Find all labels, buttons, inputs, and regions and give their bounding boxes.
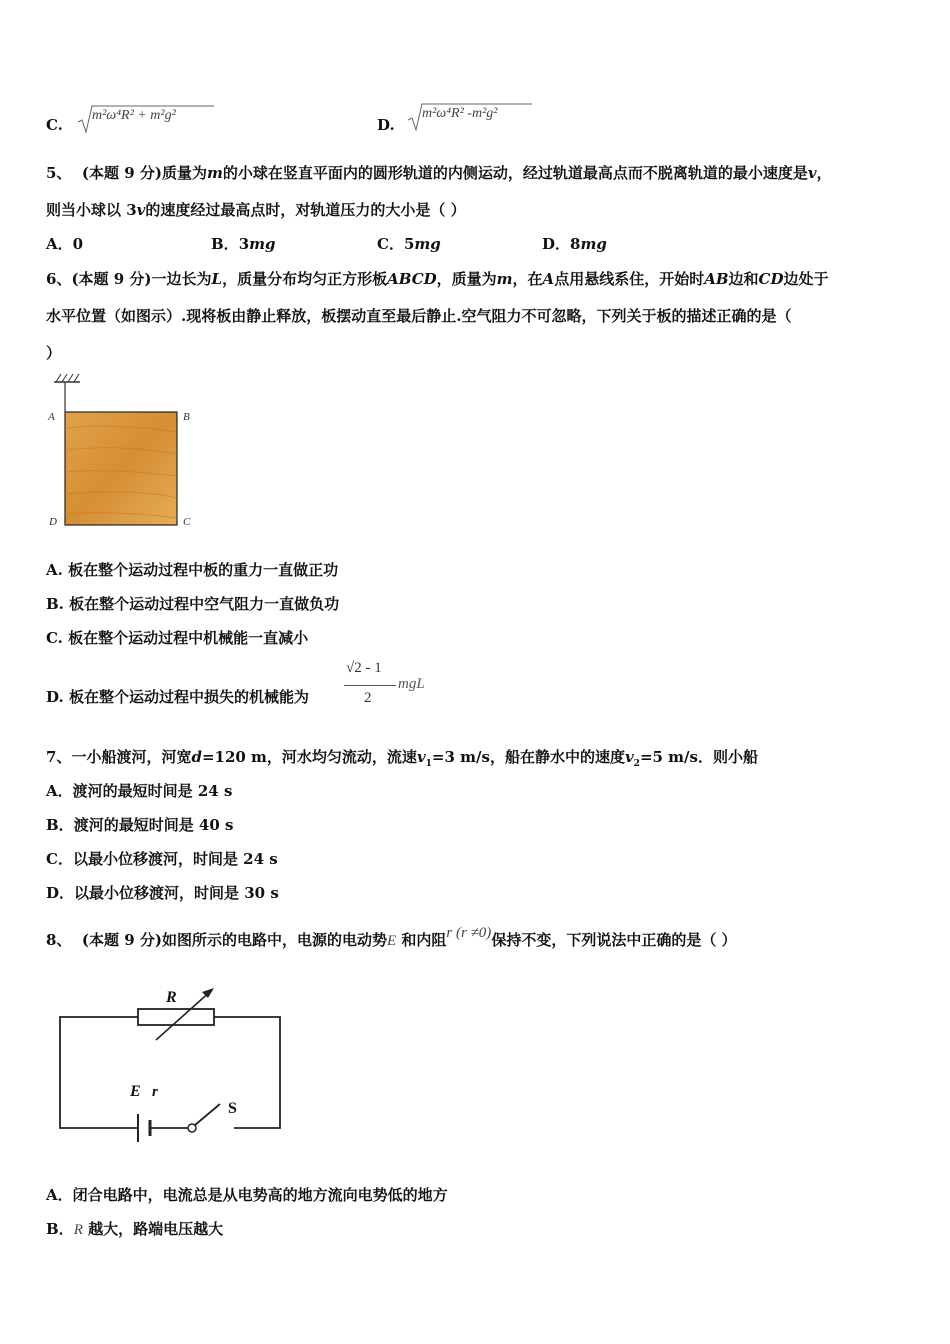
q4-option-d-label: D.	[377, 116, 395, 134]
label-e: E	[130, 1083, 141, 1100]
q6-option-d: D. 板在整个运动过程中损失的机械能为	[46, 688, 309, 706]
vertex-c: C	[183, 516, 191, 528]
q8-option-b: B．R 越大，路端电压越大	[46, 1220, 224, 1238]
q8-option-a: A．闭合电路中，电流总是从电势高的地方流向电势低的地方	[46, 1186, 448, 1204]
label-s: S	[228, 1100, 237, 1117]
q7-option-a: A．渡河的最短时间是 24 s	[46, 782, 233, 800]
q6-option-b: B. 板在整个运动过程中空气阻力一直做负功	[46, 595, 340, 613]
q8-circuit-figure	[46, 978, 296, 1148]
q6-line3: ）	[46, 344, 62, 362]
wire-right	[214, 1017, 280, 1128]
q7-option-b: B．渡河的最短时间是 40 s	[46, 816, 234, 834]
r-expression: r (r ≠0)	[446, 925, 492, 941]
q6-option-d-fraction	[342, 658, 442, 714]
fraction-denominator: 2	[364, 690, 372, 706]
q5-option-d: D．8mg	[542, 235, 607, 253]
fraction-numerator: √2 - 1	[346, 660, 382, 676]
q5-option-c: C．5mg	[377, 235, 441, 253]
switch-pivot	[188, 1124, 196, 1132]
q7-option-c: C．以最小位移渡河，时间是 24 s	[46, 850, 278, 868]
q7-option-d: D．以最小位移渡河，时间是 30 s	[46, 884, 279, 902]
q5-option-a: A．0	[46, 235, 84, 253]
square-board	[65, 412, 177, 525]
vertex-a: A	[48, 411, 55, 423]
vertex-d: D	[49, 516, 57, 528]
q4-option-d-expr: m²ω⁴R² -m²g²	[422, 106, 498, 121]
q5-line1: 5、 (本题 9 分)质量为m的小球在竖直平面内的圆形轨道的内侧运动，经过轨道最高点而不脱离轨道的最小速度是v，	[46, 164, 832, 182]
q6-option-c: C. 板在整个运动过程中机械能一直减小	[46, 629, 309, 647]
q5-line2: 则当小球以 3v的速度经过最高点时，对轨道压力的大小是（ ）	[46, 201, 466, 219]
label-r-internal: r	[152, 1084, 158, 1100]
q6-option-a: A. 板在整个运动过程中板的重力一直做正功	[46, 561, 339, 579]
circuit-diagram	[46, 978, 296, 1148]
label-r-resistor: R	[166, 989, 177, 1006]
wire-left	[60, 1017, 138, 1128]
board-diagram	[44, 368, 204, 533]
fraction-bar	[344, 685, 396, 686]
q6-line2: 水平位置（如图示）.现将板由静止释放，板摆动直至最后静止.空气阻力不可忽略，下列关于板的描述正确的是（	[46, 307, 792, 325]
q8-stem: 8、 (本题 9 分)如图所示的电路中，电源的电动势E 和内阻r (r ≠0)保持不变，下列说法中正确的是（ ）	[46, 925, 737, 949]
switch-blade	[195, 1104, 220, 1125]
q4-option-c-expr: m²ω⁴R² + m²g²	[92, 108, 176, 123]
q4-option-c-label: C.	[46, 116, 63, 134]
vertex-b: B	[183, 411, 190, 423]
q6-line1: 6、(本题 9 分)一边长为L，质量分布均匀正方形板ABCD，质量为m，在A点用悬线系住，开始时AB边和CD边处于	[46, 270, 829, 288]
q5-option-b: B．3mg	[211, 235, 276, 253]
fraction-tail: mgL	[398, 676, 425, 692]
q4-option-d-formula	[406, 100, 536, 138]
q4-option-c-formula	[76, 102, 216, 140]
q7-stem: 7、一小船渡河，河宽d=120 m，河水均匀流动，流速$v_1=3$ m/s，船在静水中的速度$v_2=5$ m/s．则小船	[46, 748, 758, 769]
q6-board-figure	[44, 368, 204, 533]
